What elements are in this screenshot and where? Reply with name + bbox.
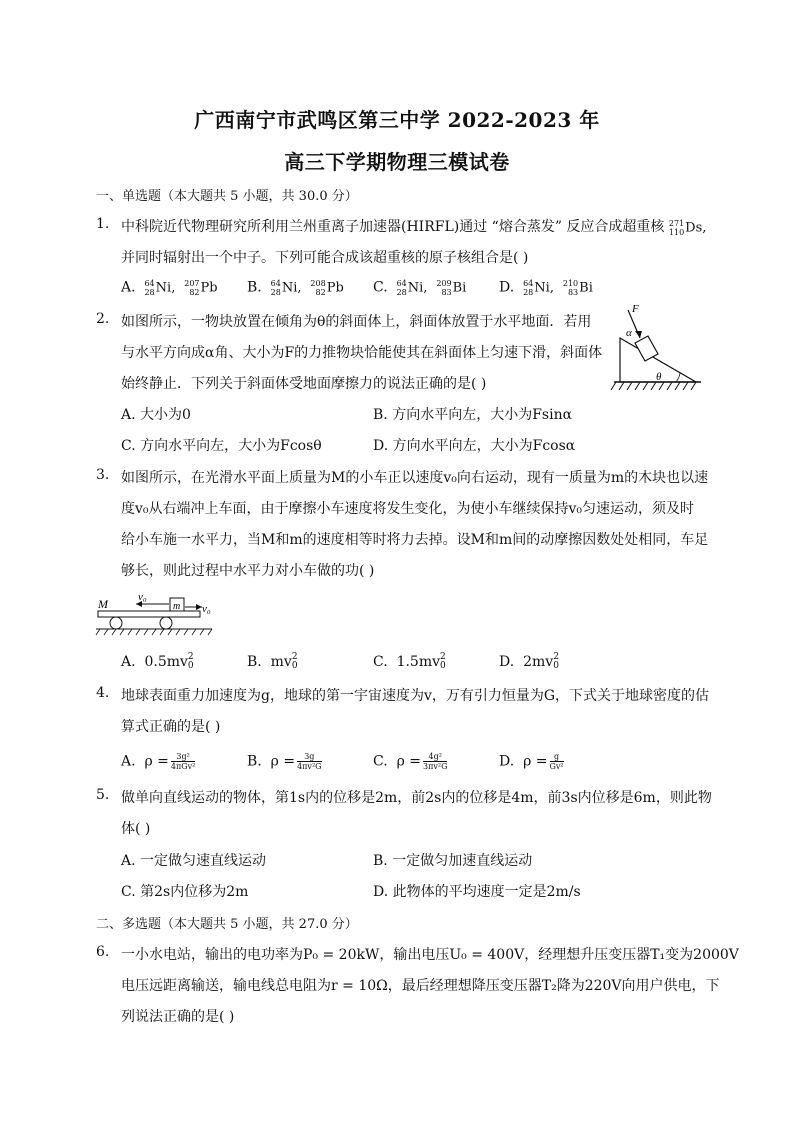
atomic-number: 28 xyxy=(396,288,407,297)
element-symbol: Pb xyxy=(326,280,344,296)
option-a xyxy=(121,752,195,771)
nuclide xyxy=(310,279,343,297)
exponent-block xyxy=(188,653,194,671)
numerator: 3g² xyxy=(171,752,195,762)
question-text: 电压远距离输送，输电线总电阻为r = 10Ω，最后经理想降压变压器T₂降为220V向用户供电，下 xyxy=(121,978,720,994)
doc-title-line1: 广西南宁市武鸣区第三中学 2022-2023 年 xyxy=(194,108,600,132)
question-number: 1. xyxy=(96,216,110,232)
atomic-number: 83 xyxy=(567,288,579,297)
superscript: 2 xyxy=(291,652,298,662)
option-b xyxy=(247,653,298,671)
question-number: 6. xyxy=(96,944,110,960)
numerator: 3g xyxy=(297,752,321,762)
atomic-number: 82 xyxy=(315,288,326,297)
element-symbol: Pb xyxy=(200,280,218,296)
mass-number: 208 xyxy=(310,279,326,288)
superscript: 2 xyxy=(187,652,194,662)
option-c xyxy=(373,279,466,297)
question-text: 给小车施一水平力，当M和m的速度相等时将力去掉。设M和m间的动摩擦因数处处相同，车足 xyxy=(121,532,709,548)
option-label: D. xyxy=(499,654,515,670)
fraction xyxy=(297,752,321,771)
question-number: 2. xyxy=(96,311,110,327)
section-multiple-choice: 二、多选题（本大题共 5 小题，共 27.0 分） xyxy=(96,917,358,932)
fraction xyxy=(550,752,564,771)
superscript: 2 xyxy=(553,652,559,662)
element-symbol: Bi xyxy=(452,280,467,296)
fraction xyxy=(171,752,195,771)
option-d xyxy=(499,279,593,297)
option-c xyxy=(373,653,446,671)
nuclide xyxy=(436,279,466,297)
numerator: 4g² xyxy=(423,752,447,762)
option-label: D. xyxy=(499,753,515,770)
question-text: 算式正确的是( ) xyxy=(121,719,221,735)
option-c: C. 第2s内位移为2m xyxy=(121,884,249,900)
option-value: mv xyxy=(270,654,292,670)
option-a xyxy=(121,653,194,671)
question-number: 3. xyxy=(96,467,110,483)
element-symbol: Bi xyxy=(579,280,593,296)
atomic-number: 28 xyxy=(523,288,534,297)
exponent-block xyxy=(440,653,446,671)
subscript: 0 xyxy=(440,661,446,671)
subscript: 0 xyxy=(187,661,194,671)
question-text: 并同时辐射出一个中子。下列可能合成该超重核的原子核组合是( ) xyxy=(121,250,529,266)
option-a: A. 大小为0 xyxy=(121,407,191,423)
option-d xyxy=(499,653,559,671)
alpha-label: α xyxy=(626,327,632,339)
cart-figure xyxy=(94,590,219,638)
mass-number: 64 xyxy=(523,279,534,288)
denominator: 4πv²G xyxy=(297,762,322,771)
mass-number: 64 xyxy=(396,279,407,288)
question-text: 列说法正确的是( ) xyxy=(121,1009,235,1025)
question-text: 与水平方向成α角、大小为F的力推物块恰能使其在斜面体上匀速下滑，斜面体 xyxy=(121,345,603,361)
element-symbol: Ni, xyxy=(407,280,428,296)
subscript: 0 xyxy=(291,661,298,671)
question-text-part: 中科院近代物理研究所利用兰州重离子加速器(HIRFL)通过 “熔合蒸发” 反应合成超重核 xyxy=(121,219,669,235)
option-d: D. 方向水平向左，大小为Fcosα xyxy=(373,438,576,454)
nuclide-ds xyxy=(669,219,707,237)
element-symbol: Ni, xyxy=(534,280,554,296)
numerator: g xyxy=(550,752,564,762)
element-symbol: Ni, xyxy=(281,280,302,296)
option-label: A. xyxy=(121,654,136,670)
option-c xyxy=(373,752,447,771)
force-label: F xyxy=(632,303,639,315)
nuclide xyxy=(144,279,175,297)
block-mass-label: m xyxy=(173,601,181,612)
question-text xyxy=(121,216,706,237)
atomic-number: 83 xyxy=(441,288,452,297)
element-symbol: Ds, xyxy=(685,220,707,235)
incline-figure xyxy=(606,300,706,395)
question-text: 够长，则此过程中水平力对小车做的功( ) xyxy=(121,563,375,579)
mass-number: 64 xyxy=(144,279,155,288)
option-label: B. xyxy=(247,753,262,770)
question-text: 如图所示，一物块放置在倾角为θ的斜面体上，斜面体放置于水平地面．若用 xyxy=(121,314,592,330)
atomic-number: 82 xyxy=(189,288,200,297)
option-value: 0.5mv xyxy=(144,654,188,670)
element-symbol: Ni, xyxy=(155,280,176,296)
option-label: B. xyxy=(247,279,262,296)
mass-number: 64 xyxy=(270,279,281,288)
nuclide xyxy=(397,279,428,297)
nuclide xyxy=(523,279,554,297)
option-label: A. xyxy=(121,279,136,296)
question-text: 一小水电站，输出的电功率为P₀ = 20kW，输出电压U₀ = 400V，经理想升压变压器T₁变为2000V xyxy=(121,947,739,963)
fraction xyxy=(423,752,447,771)
atomic-number: 28 xyxy=(270,288,281,297)
question-number: 4. xyxy=(96,685,110,701)
option-b xyxy=(247,752,322,771)
atomic-number: 28 xyxy=(144,288,155,297)
option-label: C. xyxy=(373,279,388,296)
formula-lhs: ρ = xyxy=(144,753,169,770)
nuclide xyxy=(563,279,593,297)
denominator: 3πv²G xyxy=(423,762,448,771)
exponent-block xyxy=(553,653,559,671)
question-number: 5. xyxy=(96,787,110,803)
option-d xyxy=(499,752,564,771)
option-b: B. 方向水平向左，大小为Fsinα xyxy=(373,407,573,423)
mass-number: 271 xyxy=(668,218,685,228)
option-label: D. xyxy=(499,279,515,296)
nuclide xyxy=(184,279,217,297)
theta-label: θ xyxy=(656,371,662,383)
mass-number: 207 xyxy=(184,279,200,288)
option-b: B. 一定做匀加速直线运动 xyxy=(373,853,533,869)
denominator: 4πGv² xyxy=(170,762,196,771)
option-value: 2mv xyxy=(523,654,554,670)
question-text: 体( ) xyxy=(121,821,151,837)
question-text: 地球表面重力加速度为g，地球的第一宇宙速度为v，万有引力恒量为G，下式关于地球密度的估 xyxy=(121,688,710,704)
mass-number: 209 xyxy=(436,279,452,288)
option-a: A. 一定做匀速直线运动 xyxy=(121,853,267,869)
question-text: 做单向直线运动的物体，第1s内的位移是2m，前2s内的位移是4m，前3s内位移是6m，则此物 xyxy=(121,790,712,806)
option-label: B. xyxy=(247,654,262,670)
question-text: 如图所示，在光滑水平面上质量为M的小车正以速度v₀向右运动，现有一质量为m的木块也以速 xyxy=(121,470,709,486)
denominator: Gv² xyxy=(549,762,564,771)
atomic-number: 110 xyxy=(668,227,685,237)
option-label: C. xyxy=(373,753,388,770)
option-b xyxy=(247,279,344,297)
nuclide xyxy=(271,279,302,297)
option-c: C. 方向水平向左，大小为Fcosθ xyxy=(121,438,322,454)
option-label: A. xyxy=(121,753,136,770)
cart-mass-label: M xyxy=(98,597,108,611)
question-text: 度v₀从右端冲上车面，由于摩擦小车速度将发生变化，为使小车继续保持v₀匀速运动，须及时 xyxy=(121,501,695,517)
option-a xyxy=(121,279,218,297)
doc-title-line2: 高三下学期物理三模试卷 xyxy=(284,150,510,174)
superscript: 2 xyxy=(440,652,446,662)
option-d: D. 此物体的平均速度一定是2m/s xyxy=(373,884,581,900)
question-text: 始终静止．下列关于斜面体受地面摩擦力的说法正确的是( ) xyxy=(121,376,487,392)
option-label: C. xyxy=(373,654,388,670)
subscript: 0 xyxy=(553,661,559,671)
formula-lhs: ρ = xyxy=(396,753,421,770)
formula-lhs: ρ = xyxy=(523,753,548,770)
section-single-choice: 一、单选题（本大题共 5 小题，共 30.0 分） xyxy=(96,189,358,204)
velocity-label-left: v₀ xyxy=(138,591,147,603)
option-value: 1.5mv xyxy=(396,654,441,670)
exponent-block xyxy=(292,653,298,671)
velocity-label-right: v₀ xyxy=(202,603,211,615)
mass-number: 210 xyxy=(562,279,579,288)
formula-lhs: ρ = xyxy=(270,753,296,770)
